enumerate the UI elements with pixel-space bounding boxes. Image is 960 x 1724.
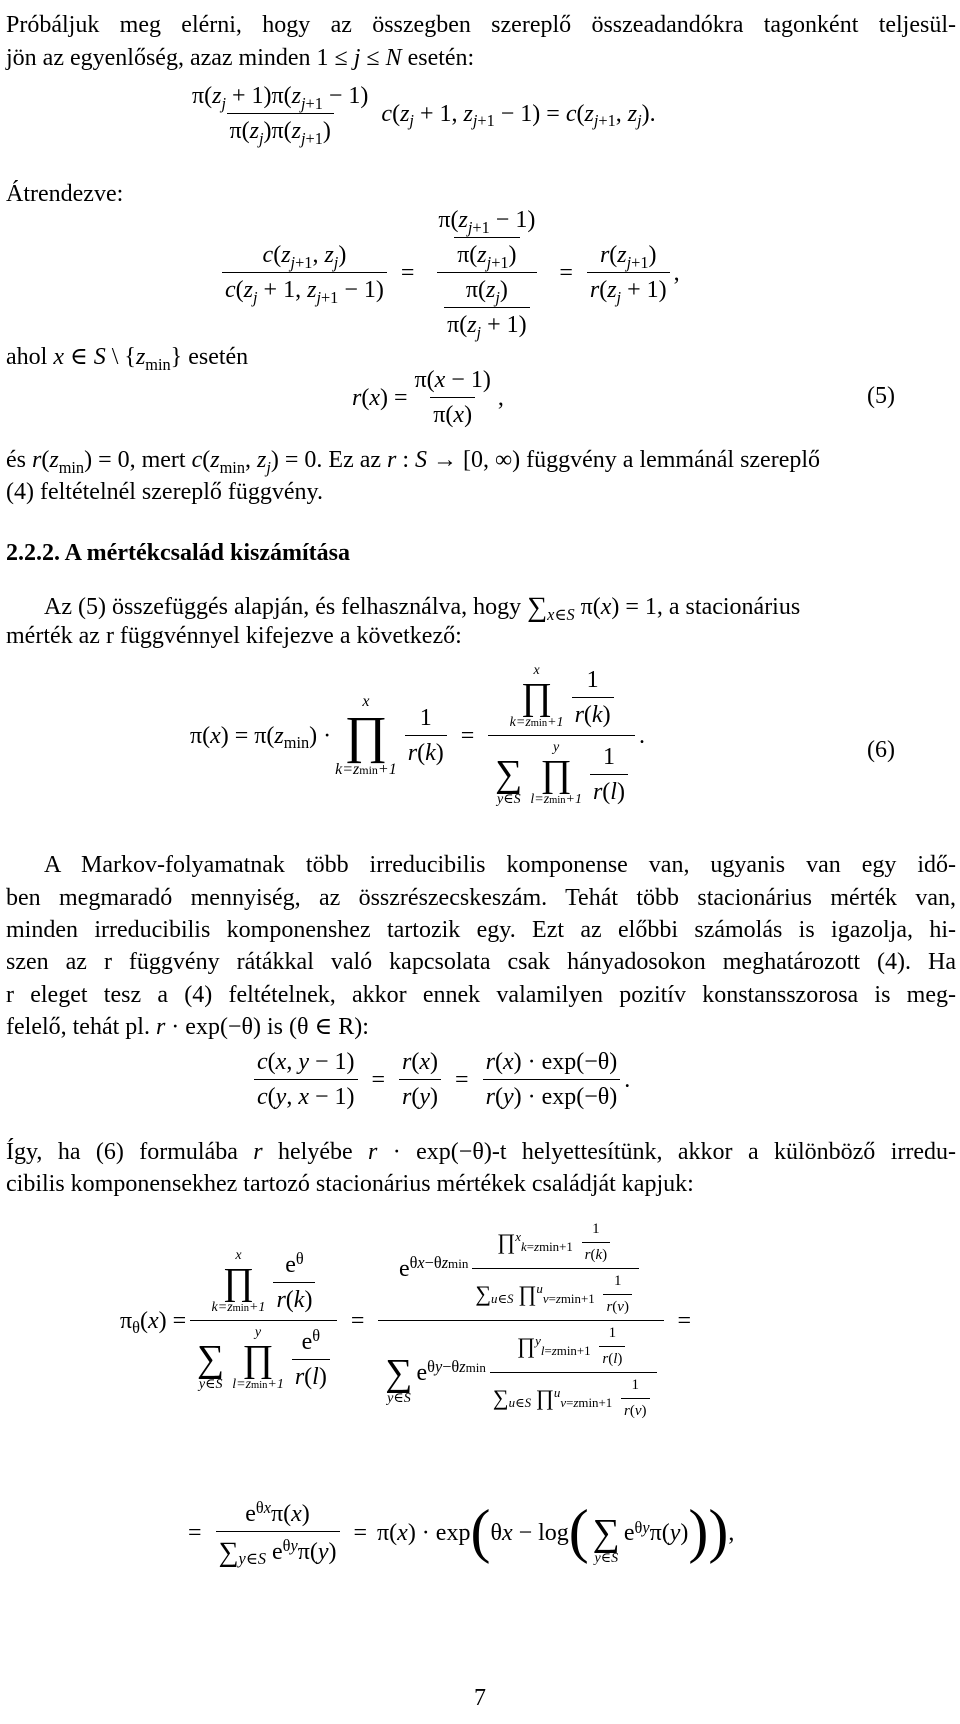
paragraph-line: Az (5) összefüggés alapján, és felhasználva, hogy $\sum_{x\in S}$ π(x) = 1, a stacionárius	[44, 592, 801, 624]
where-clause: ahol x ∈ S \ $\{z_{min}\}$ esetén	[6, 344, 249, 374]
paragraph-line: cibilis komponensekhez tartozó stacionárius mértékek családját kapjuk:	[6, 1171, 694, 1197]
paragraph-line: Próbáljuk meg elérni, hogy az összegben szereplő összeadandókra tagonként teljesül-	[6, 12, 956, 38]
paragraph-line: jön az egyenlőség, azaz minden 1 ≤ j ≤ N esetén:	[6, 45, 475, 71]
paragraph-line: és $r(z_{min}) = 0$, mert $c(z_{min}$, $z_j) = 0$. Ez az r : S → [0, ∞) függvény a lemmánál szereplő	[6, 447, 821, 477]
equation-pi-theta: $\pi_\theta(x)$ = x ∏ k=zmin+1 $\frac{e^\theta}{r(k)}$ ∑ y∈S y ∏ l=zmin+1 $\frac{e^\theta}{r(l)}$ = $e^{\theta x-\theta zmin}$ ∏$^x_{k=zmin+1}$ $\frac{1}{r(k)}$ $\sum_{u\in S}$ ∏$^u_{v=zmin+1}$ $\frac{1}{r(v)}$ ∑ y∈S $e^{\theta y-\theta zmin}$ ∏$^y_{l=zmin+1}$ $\frac{1}{r(l)}$ $\sum_{u\in S}$ ∏$^u_{v=zmin+1}$ $\frac{1}{r(v)}$ =	[120, 1221, 692, 1419]
equation-final: = $\frac{e^{\theta x}\pi(x)}{\sum_{y\in S} e^{\theta y}\pi(y)}$ = π(x) · exp ( θx − log ( ∑ y∈S $e^{\theta y}\pi(y)$ ) ) ,	[188, 1498, 735, 1569]
equation-number-6: (6)	[867, 737, 895, 763]
paragraph-line: ben megmaradó mennyiség, az összrészecskeszám. Tehát több stacionárius mérték van,	[6, 885, 956, 911]
equation-number-5: (5)	[867, 383, 895, 409]
equation-rearranged: $\frac{c(z_{j+1}, z_j)}{c(z_j + 1, z_{j+1} - 1)}$ = $\frac{\frac{\pi(z_{j+1} - 1)}{\pi(z_{j+1})}}{\frac{\pi(z_j)}{\pi(z_j + 1)}}$ = $\frac{r(z_{j+1})}{r(z_j + 1)}$ ,	[218, 208, 680, 337]
rearranged-label: Átrendezve:	[6, 181, 124, 207]
paragraph-line: minden irreducibilis komponenshez tartozik egy. Ezt az előbbi számolás is igazolja, hi-	[6, 917, 956, 943]
paragraph-line: felelő, tehát pl. r · exp(−θ) is (θ ∈ R):	[6, 1014, 369, 1040]
paragraph-line: r eleget tesz a (4) feltételnek, akkor ennek valamilyen pozitív konstansszorosa is meg-	[6, 982, 956, 1008]
paragraph-line: mérték az r függvénnyel kifejezve a következő:	[6, 623, 462, 649]
paragraph-line: Így, ha (6) formulába r helyébe r · exp(−θ)-t helyettesítünk, akkor a különböző irredu-	[6, 1139, 956, 1165]
equation-5: r(x) = $\frac{\pi(x - 1)}{\pi(x)}$ ,	[352, 367, 504, 428]
equation-6: $\pi(x) = \pi(z_{min})$ · x ∏ k=zmin+1 $\frac{1}{r(k)}$ = x ∏ k=zmin+1 $\frac{1}{r(k)}$ ∑ y∈S y ∏ l=zmin+1 $\frac{1}{r(l)}$ .	[190, 663, 645, 807]
paragraph-line: szen az r függvény rátákkal való kapcsolata csak hányadosokon meghatározott (4). Ha	[6, 949, 956, 975]
section-heading: 2.2.2. A mértékcsalád kiszámítása	[6, 540, 350, 566]
paragraph-line: (4) feltételnél szereplő függvény.	[6, 479, 323, 505]
equation-theta-ratio: $\frac{c(x, y - 1)}{c(y, x - 1)}$ = $\frac{r(x)}{r(y)}$ = $\frac{r(x) \cdot \exp(-\theta)}{r(y) \cdot \exp(-\theta)}$ .	[250, 1050, 630, 1109]
page-number: 7	[474, 1685, 486, 1711]
paragraph-line: A Markov-folyamatnak több irreducibilis komponense van, ugyanis van egy idő-	[44, 852, 956, 878]
equation-balance: $\frac{\pi(z_j + 1)\pi(z_{j+1} - 1)}{\pi(z_j)\pi(z_{j+1})}$ $c(z_j + 1$, $z_{j+1} - 1) = c(z_{j+1}$, $z_j$).	[192, 83, 656, 148]
